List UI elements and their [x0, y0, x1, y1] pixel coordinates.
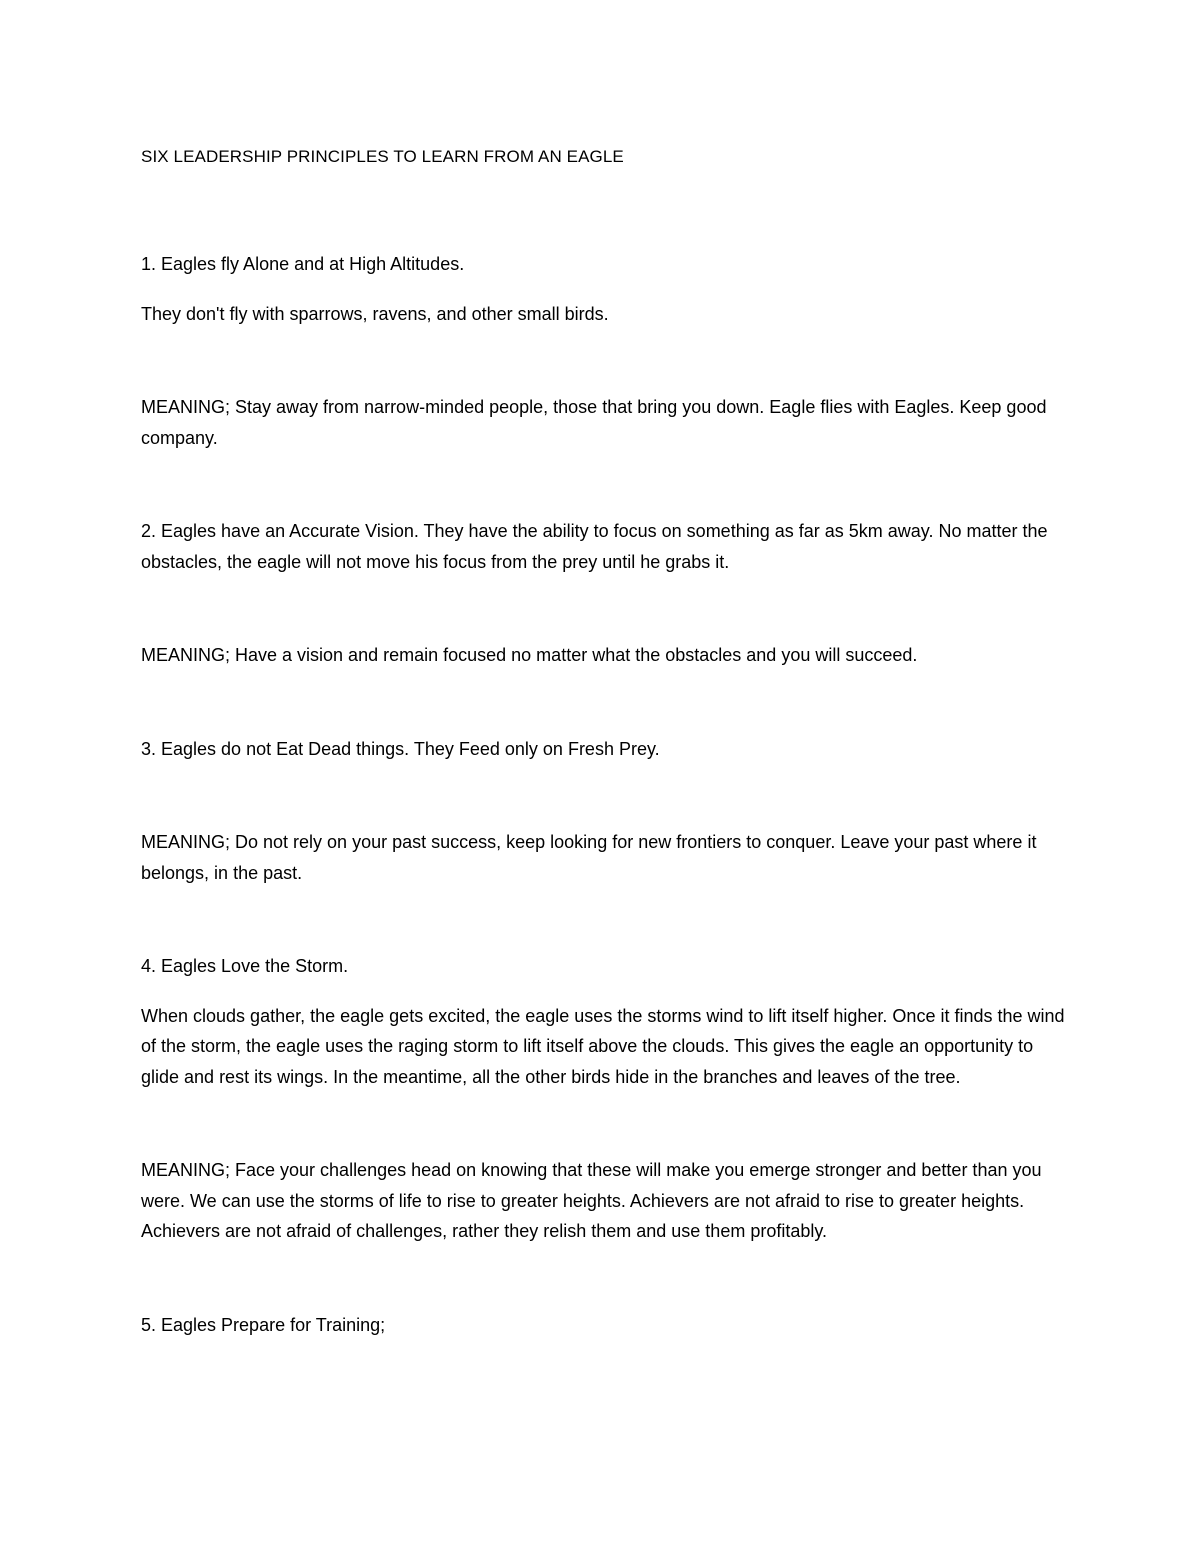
- principle-3-meaning: MEANING; Do not rely on your past success, keep looking for new frontiers to conquer. Leave your past where it belongs, in the past.: [141, 832, 1037, 883]
- spacer: [141, 888, 1071, 951]
- spacer: [141, 764, 1071, 827]
- document-title: SIX LEADERSHIP PRINCIPLES TO LEARN FROM AN EAGLE: [141, 147, 624, 166]
- principle-1-body: They don't fly with sparrows, ravens, and other small birds.: [141, 303, 609, 324]
- spacer: [141, 453, 1071, 516]
- principle-2-meaning: MEANING; Have a vision and remain focused no matter what the obstacles and you will succeed.: [141, 645, 918, 665]
- principle-4-body: When clouds gather, the eagle gets excited, the eagle uses the storms wind to lift itself higher. Once it finds the wind of the storm, the eagle uses the raging storm to lift itself above the clouds. This gives the eagle an opportunity to glide and rest its wings. In the meantime, all the other birds hide in the branches and leaves of the tree.: [141, 1005, 1065, 1087]
- principle-5-heading: 5. Eagles Prepare for Training;: [141, 1314, 386, 1335]
- principle-1-heading: 1. Eagles fly Alone and at High Altitudes.: [141, 254, 465, 274]
- document-content: [141, 143, 1071, 1340]
- spacer: [141, 982, 1071, 1001]
- spacer: [141, 671, 1071, 734]
- principle-3-heading: 3. Eagles do not Eat Dead things. They Feed only on Fresh Prey.: [141, 738, 660, 759]
- spacer: [141, 280, 1071, 299]
- principle-2-heading: 2. Eagles have an Accurate Vision. They have the ability to focus on something as far as 5km away. No matter the obstacles, the eagle will not move his focus from the prey until he grabs it.: [141, 521, 1048, 572]
- principle-4-heading: 4. Eagles Love the Storm.: [141, 956, 349, 976]
- spacer: [141, 1092, 1071, 1155]
- spacer: [141, 577, 1071, 640]
- spacer: [141, 329, 1071, 392]
- spacer: [141, 1247, 1071, 1310]
- principle-1-meaning: MEANING; Stay away from narrow-minded people, those that bring you down. Eagle flies with Eagles. Keep good company.: [141, 397, 1047, 448]
- principle-4-meaning: MEANING; Face your challenges head on knowing that these will make you emerge stronger and better than you were. We can use the storms of life to rise to greater heights. Achievers are not afraid to rise to greater heights. Achievers are not afraid of challenges, rather they relish them and use them profitably.: [141, 1160, 1042, 1241]
